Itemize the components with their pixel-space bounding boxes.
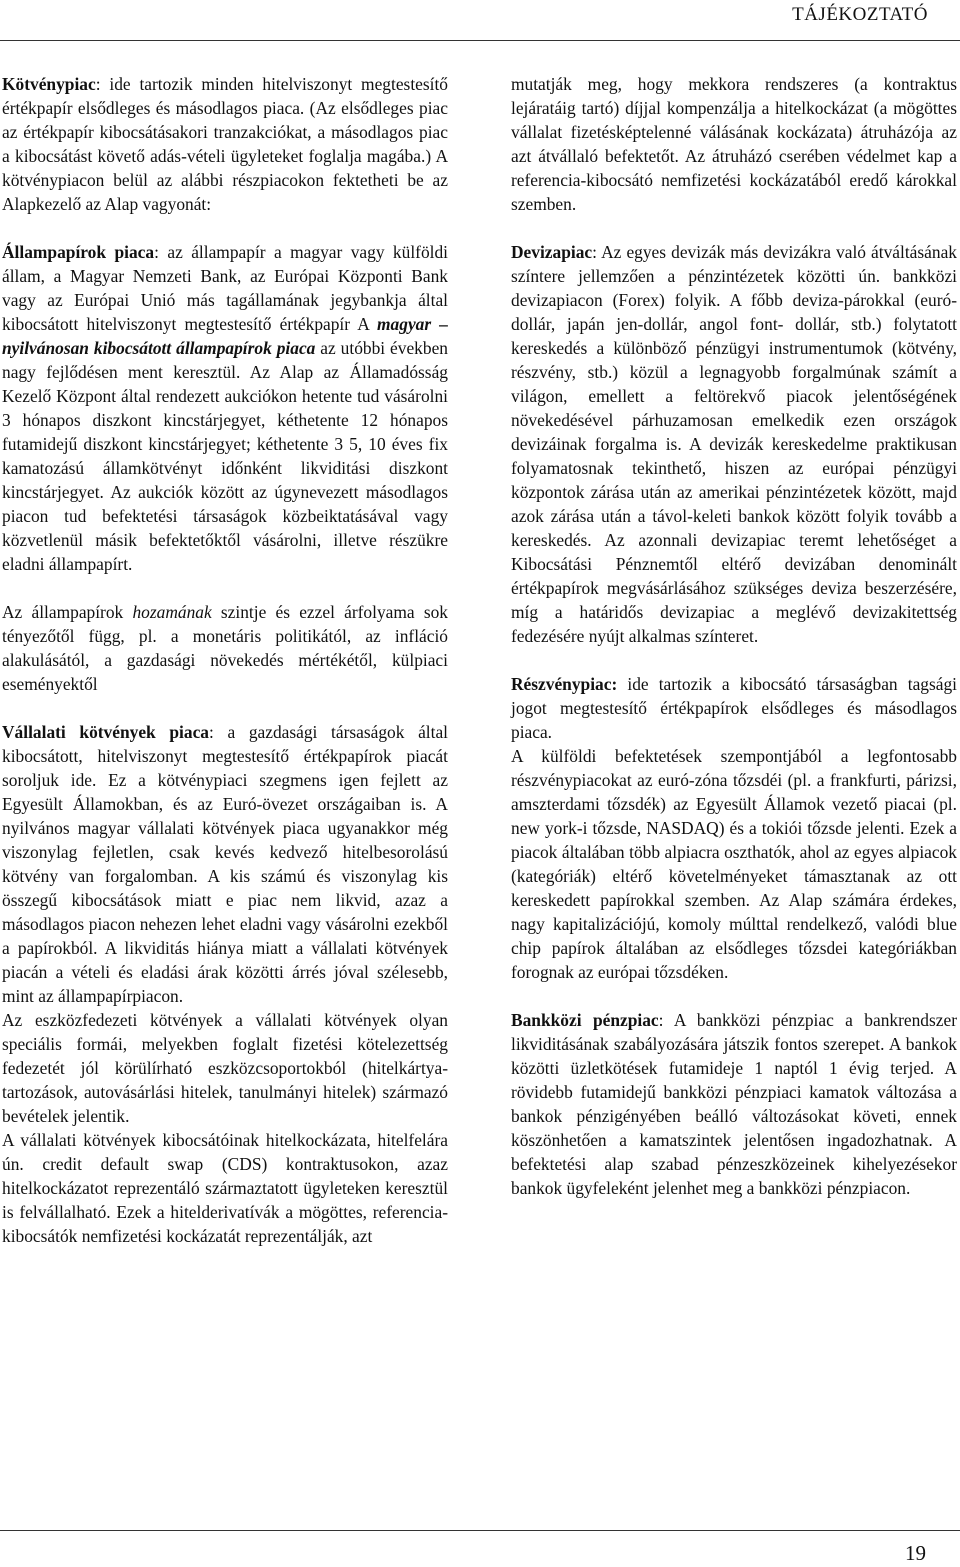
text-reszvenypiac: ide tartozik a kibocsátó társaságban tagsági jogot megtestesítő értékpapírok elsődleges és másodlagos piaca.	[511, 674, 957, 742]
paragraph-kulfoldi: A külföldi befektetések szempontjából a legfontosabb részvénypiacokat az euró-zóna tőzsdéi (pl. a frankfurti, párizsi, amszterdami tőzsdék) az Egyesült Államok vezető piacai (pl. new york-i tőzsde, NASDAQ) és a tokiói tőzsde jelenti. Ezek a piacok általában több alpiacra oszthatók, ahol az egyes alpiacok (kategóriák) eltérő követelményeket támasztanak az ott kereskedett papírokkal szemben. Az Alap számára érdekes, nagy kapitalizációjú, komoly múlttal rendelkező, valódi blue chip papírok általában az elsődleges tőzsdei kategóriákban forognak az európai tőzsdéken.	[511, 746, 957, 982]
paragraph-cds: A vállalati kötvények kibocsátóinak hitelkockázata, hitelfelára ún. credit default swap (CDS) kontraktusokon, azaz hitelkockázatot reprezentáló származtatott ügyleteken keresztül is felvállalható. Ezek a hitelderivatívák a mögöttes, referencia-kibocsátók nemfizetési kockázatát reprezentálják, azt	[2, 1130, 448, 1246]
paragraph-reszvenypiac	[511, 672, 957, 744]
header-title: TÁJÉKOZTATÓ	[792, 4, 928, 25]
text-devizapiac: : Az egyes devizák más devizákra való átváltásának színtere jellemzően a pénzintézetek közötti ún. bankközi devizapiacon (Forex) folyik. A főbb deviza-párokkal (euró-dollár, japán jen-dollár, angol font- dollár, stb.) folytatott kereskedés a különböző pénzügyi instrumentumok (kötvény, részvény, stb.) közül a legnagyobb forgalmúnak számít a világon, emellett a feltörekvő piacok jelentőségének növekedésével párhuzamosan emelkedik ezen országok devizáinak forgalma is. A devizák kereskedelme praktikusan folyamatosnak tekinthető, hiszen az európai pénzügyi központok zárása után az amerikai pénzintézetek között, majd azok zárása után a távol-keleti bankok között folyik tovább a kereskedés. Az azonnali devizapiac teremt lehetőséget a Kibocsátási Pénznemtől eltérő devizában denominált értékpapírok megvásárlásához szükséges deviza beszerzésére, míg a határidős devizapiac a meglévő devizakitettség fedezésére nyújt alkalmas színteret.	[511, 242, 957, 646]
page-number: 19	[905, 1541, 926, 1565]
heading-bankkozi: Bankközi pénzpiac	[511, 1010, 659, 1030]
emphasis-hozam: hozamának	[132, 602, 212, 622]
heading-reszvenypiac: Részvénypiac:	[511, 674, 618, 694]
emphasis-allampapirok: magyar – nyilvánosan kibocsátott állampapírok piaca	[2, 314, 448, 358]
paragraph-vallalati	[2, 720, 448, 1008]
paragraph-devizapiac	[511, 240, 957, 648]
heading-allampapirok: Állampapírok piaca	[2, 242, 155, 262]
text-allampapirok-1: : az állampapír a magyar vagy külföldi állam, a Magyar Nemzeti Bank, az Európai Központi Bank vagy az Európai Unió más tagállamának jegybankja által kibocsátott hitelviszonyt megtestesítő értékpapír A	[2, 242, 449, 334]
footer-rule	[0, 1530, 960, 1531]
right-column	[511, 72, 957, 1200]
text-vallalati: : a gazdasági társaságok által kibocsátott, hitelviszonyt megtestesítő értékpapírok piacát soroljuk ide. Ez a kötvénypiaci szegmens igen fejlett az Egyesült Államokban, és az Euró-övezet országaiban is. A nyilvános magyar vállalati kötvények piaca ugyanakkor még viszonylag fejletlen, csak kevés kedvező hitelbesorolású kötvény van forgalomban. A kis számú és viszonylag kis összegű kibocsátások miatt e piac nem likvid, azaz a másodlagos piacon nehezen lehet eladni vagy vásárolni ezekből a papírokból. A likviditás hiánya miatt a vállalati kötvények piacán a vételi és eladási árak közötti árrés jóval szélesebb, mint az állampapírpiacon.	[2, 722, 449, 1006]
text-allampapirok-2: az utóbbi években nagy fejlődésen ment keresztül. Az Alap az Államadósság Kezelő Központ által rendezett aukciókon hetente tud vásárolni 3 hónapos diszkont kincstárjegyet, kéthetente 12 hónapos futamidejű diszkont kincstárjegyet; kéthetente 3 5, 10 éves fix kamatozású államkötvényt időnként likviditási diszkont kincstárjegyet. Az aukciók között az úgynevezett másodlagos piacon tud befektetési társaságok közbeiktatásával vagy közvetlenül másik befektetőktől vásárolni, illetve részükre eladni állampapírt.	[2, 338, 448, 574]
paragraph-cds-continued: mutatják meg, hogy mekkora rendszeres (a kontraktus lejáratáig tartó) díjjal kompenzálja a hitelkockázat (a mögöttes vállalat fizetésképtelenné válásának kockázata) átruházója az azt átvállaló befektetőt. Az átruházó cserében védelmet kap a referencia-kibocsátó nemfizetési kockázatából eredő károkkal szemben.	[511, 74, 957, 214]
text-hozam-2: szintje és ezzel árfolyama sok tényezőtől függ, pl. a monetáris politikától, az infláció alakulásától, a gazdasági növekedés mértékétől, külpiaci eseményektől	[2, 602, 448, 694]
heading-kotvenypiac: Kötvénypiac	[2, 74, 96, 94]
text-hozam-1: Az állampapírok	[2, 602, 133, 622]
left-column	[2, 72, 448, 1248]
heading-vallalati: Vállalati kötvények piaca	[2, 722, 209, 742]
text-kotvenypiac: : ide tartozik minden hitelviszonyt megtestesítő értékpapír elsődleges és másodlagos piaca. (Az elsődleges piac az értékpapír kibocsátásakori tranzakciókat, a másodlagos piac a kibocsátást követő adás-vételi ügyleteket foglalja magába.) A kötvénypiacon belül az alábbi részpiacokon fektetheti be az Alapkezelő az Alap vagyonát:	[2, 74, 448, 214]
heading-devizapiac: Devizapiac	[511, 242, 593, 262]
paragraph-kotvenypiac	[2, 72, 448, 216]
paragraph-bankkozi	[511, 1008, 957, 1200]
paragraph-eszkozfedezeti: Az eszközfedezeti kötvények a vállalati kötvények olyan speciális formái, melyekben foglalt fizetési kötelezettség fedezetét jól körülírható eszközcsoportokból (hitelkártya-tartozások, autovásárlási hitelek, tanulmányi hitelek) származó bevételek jelentik.	[2, 1010, 448, 1126]
paragraph-hozam	[2, 600, 448, 696]
header-rule	[0, 40, 960, 41]
paragraph-allampapirok	[2, 240, 448, 576]
text-bankkozi: : A bankközi pénzpiac a bankrendszer likviditásának szabályozására játszik fontos szerepet. A bankok közötti üzletkötések futamideje 1 naptól 1 évig terjed. A rövidebb futamidejű bankközi pénzpiaci kamatok változása a bankok pénzigényében beálló változásokat követi, ennek köszönhetően a kamatszintek jelentősen ingadozhatnak. A befektetési alap szabad pénzeszközeinek kihelyezésekor bankok ügyfeleként jelenhet meg a bankközi pénzpiacon.	[511, 1010, 957, 1198]
